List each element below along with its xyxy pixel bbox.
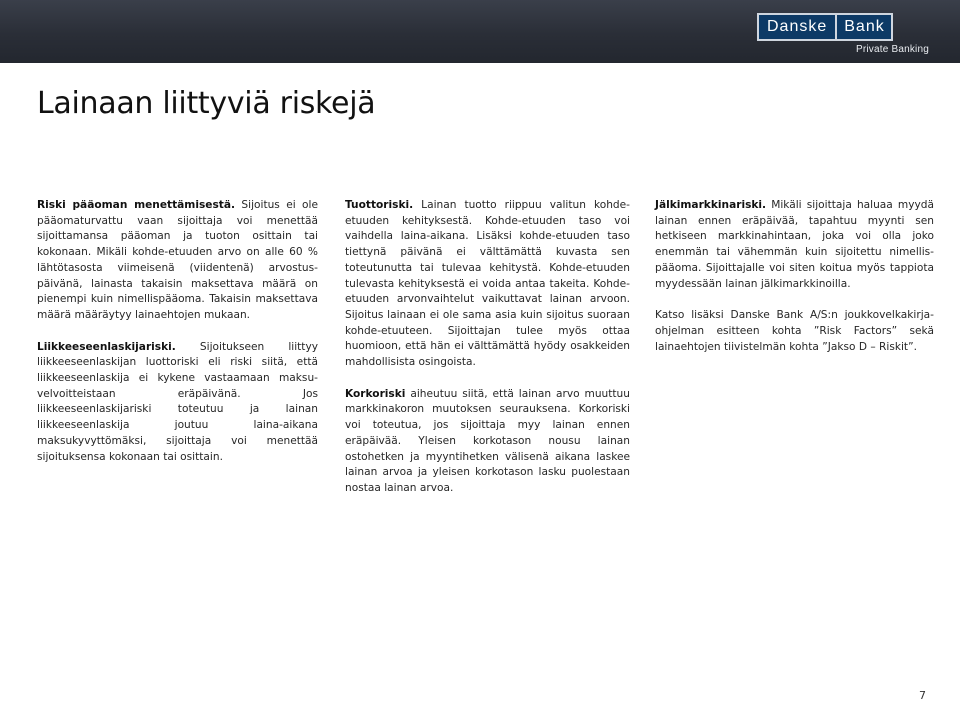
paragraph-secondary-market-risk xyxy=(655,198,934,292)
page-number: 7 xyxy=(919,689,926,702)
text-column-3 xyxy=(655,198,934,371)
danske-bank-logo[interactable] xyxy=(757,13,929,59)
paragraph-body: Sijoitus ei ole pääomaturvattu vaan sijoittaja voi menettää sijoittamansa pääoman ja tuoton osittain tai kokonaan. Mikäli kohde-etuuden arvo on alle 60 % lähtötasosta viimeisenä (viidentenä) arvostus-päivänä, lainasta takaisin maksettava määrä on pienempi kuin nimellispääoma. Takaisin maksettava määrä määräytyy lainaehtojen mukaan. xyxy=(37,199,319,321)
paragraph-body: aiheutuu siitä, että lainan arvo muuttuu markkinakoron muutoksen seurauksena. Korkoriski voi toteutua, jos sijoittaja myy lainan ennen eräpäivää. Yleisen korkotason nousu lainan ostohetken ja myyntihetken välisenä aikana laskee lainan arvoa ja yleisen korkotason lasku puolestaan nostaa lainan arvoa. xyxy=(345,387,630,494)
paragraph-heading: Liikkeeseenlaskijariski. xyxy=(37,340,176,353)
header-bar xyxy=(0,0,960,63)
paragraph-interest-rate-risk xyxy=(345,387,630,497)
logo-box xyxy=(757,13,893,41)
paragraph-body: Sijoitukseen liittyy liikkeeseenlaskijan luottoriski eli riski siitä, että liikkeeseenlaskija ei kykene vastaamaan maksu-velvoitteistaan eräpäivänä. Jos liikkeeseenlaskijariski toteutuu ja lainan liikkeeseenlaskija joutuu laina-aikana maksukyvyttömäksi, sijoittaja voi menettää sijoituksensa kokonaan tai osittain. xyxy=(37,340,318,463)
paragraph-body: Lainan tuotto riippuu valitun kohde-etuuden kehityksestä. Kohde-etuuden taso voi vaihdella laina-aikana. Lisäksi kohde-etuuden taso tiettynä päivänä ei välttämättä kuvasta sen toteutunutta tai tulevaa kehitystä. Kohde-etuuden tulevasta kehityksestä ei voida antaa takeita. Kohde-etuuden arvonvaihtelut vaikuttavat lainan arvoon. Sijoitus lainaan ei ole sama asia kuin sijoitus suoraan kohde-etuuteen. Sijoittajan tulee myös ottaa huomioon, että hän ei välttämättä hyödy osakkeiden mahdollisista osingoista. xyxy=(345,199,630,369)
logo-word-bank: Bank xyxy=(835,15,890,39)
text-column-1 xyxy=(37,198,318,481)
paragraph-see-also xyxy=(655,308,934,355)
text-column-2 xyxy=(345,198,630,513)
logo-subtitle: Private Banking xyxy=(855,44,929,55)
paragraph-issuer-risk xyxy=(37,340,318,466)
paragraph-heading: Korkoriski xyxy=(345,387,406,400)
logo-word-danske: Danske xyxy=(759,15,835,39)
paragraph-heading: Tuottoriski. xyxy=(345,199,414,211)
paragraph-body: Katso lisäksi Danske Bank A/S:n joukkovelkakirja-ohjelman esitteen kohta ”Risk Factors” sekä lainaehtojen tiivistelmän kohta ”Jakso D – Riskit”. xyxy=(655,309,934,353)
page-title: Lainaan liittyviä riskejä xyxy=(37,86,376,121)
paragraph-return-risk xyxy=(345,198,630,371)
paragraph-heading: Riski pääoman menettämisestä. xyxy=(37,199,236,211)
paragraph-heading: Jälkimarkkinariski. xyxy=(655,199,767,211)
paragraph-principal-risk xyxy=(37,198,318,324)
paragraph-body: Mikäli sijoittaja haluaa myydä lainan ennen eräpäivää, tapahtuu myynti sen hetkiseen markkinahintaan, joka voi olla joko enemmän tai vähemmän kuin sijoitettu nimellis-pääoma. Sijoittajalle voi siten koitua myös tappiota myydessään lainan jälkimarkkinoilla. xyxy=(655,199,934,290)
